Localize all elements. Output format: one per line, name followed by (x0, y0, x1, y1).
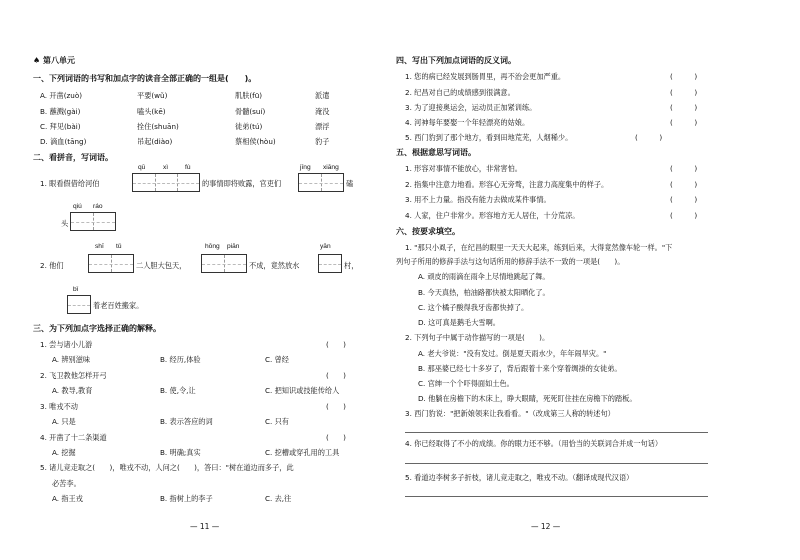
s6-q4-answer-line[interactable] (405, 463, 708, 464)
answer-box-qiurao[interactable] (70, 212, 116, 231)
s6-q1-opt-c: C. 这个橘子酸得我牙齿都快掉了。 (418, 303, 529, 312)
s1-row-a-col1: A. 开凿(zuò) (40, 91, 83, 100)
answer-box-shitu[interactable] (88, 254, 134, 273)
s1-row-a-col2: 平要(wǔ) (137, 91, 168, 100)
answer-box-hongpian[interactable] (201, 254, 247, 273)
s1-row-d-col3: 蔡相侯(hòu) (235, 137, 276, 146)
s1-row-c-col2: 拴住(shuān) (137, 122, 179, 131)
s3-q2-opt-b: B. 使,令,让 (160, 386, 196, 395)
s5-item-3-paren[interactable]: ( ) (670, 195, 698, 204)
section-6-title: 六、按要求填空。 (396, 227, 460, 236)
s6-q3-answer-line[interactable] (405, 432, 708, 433)
s3-q1-opt-b: B. 经历,体验 (160, 355, 201, 364)
answer-box-jingxiang[interactable] (298, 173, 344, 192)
s1-row-c-col4: 漂浮 (315, 122, 330, 131)
s3-q4-opt-a: A. 挖掘 (52, 448, 76, 457)
s4-item-5: 5. 西门豹到了那个地方，看到田地荒芜，人烟稀少。 (405, 133, 573, 142)
s3-q3-opt-a: A. 只是 (52, 417, 76, 426)
s3-q2: 2. 飞卫教他怎样开弓 (40, 371, 107, 380)
pinyin-bi: bǐ (73, 286, 79, 293)
s4-item-1: 1. 您的病已经发展到肠胃里，再不治会更加严重。 (405, 72, 566, 81)
s3-q4-opt-b: B. 明确;真实 (160, 448, 201, 457)
s2-q1-text-pre: 1. 眼看假借给河伯 (40, 179, 100, 188)
pinyin-hong: hōng (205, 243, 220, 250)
s3-q3: 3. 唯戎不动 (40, 402, 78, 411)
s2-q2-text-end: 村， (344, 261, 359, 270)
pinyin-xiang: xiāng (323, 164, 339, 171)
s4-item-3: 3. 为了迎接奥运会，运动员正加紧训练。 (405, 103, 537, 112)
s4-item-1-paren[interactable]: ( ) (670, 72, 698, 81)
spade-icon: ♠ (33, 56, 41, 65)
unit-title: ♠ 第八单元 (33, 56, 75, 65)
pinyin-jing: jīng (300, 164, 311, 171)
s3-q1: 1. 尝与诸小儿游 (40, 340, 93, 349)
s4-item-2-paren[interactable]: ( ) (670, 88, 698, 97)
s1-row-a-col4: 派遣 (315, 91, 330, 100)
pinyin-qu: qū (138, 164, 146, 171)
s4-item-5-paren[interactable]: ( ) (635, 133, 663, 142)
s1-row-b-col2: 嗑头(kē) (137, 107, 166, 116)
s3-q1-opt-c: C. 曾经 (265, 355, 289, 364)
s5-item-1: 1. 形容对事情不能放心，非常害怕。 (405, 164, 522, 173)
s3-q5-opt-a: A. 指王戎 (52, 494, 83, 503)
answer-box-bi[interactable] (67, 295, 91, 314)
s6-q5-answer-line[interactable] (405, 496, 708, 497)
answer-box-quxifu[interactable] (132, 173, 200, 192)
s5-item-4: 4. 人家，住户非常少。形容地方无人居住，十分荒凉。 (405, 211, 580, 220)
s6-q1-opt-b: B. 今天真热，柏油路都快被太阳晒化了。 (418, 288, 550, 297)
section-5-title: 五、根据意思写词语。 (396, 148, 476, 157)
s2-q2-text-mid2: 不成，竟然放水 (249, 261, 300, 270)
s5-item-3: 3. 用不上力量。指没有能力去做成某件事情。 (405, 195, 551, 204)
pinyin-pian: piān (227, 243, 240, 250)
s3-q5-opt-c: C. 去,往 (265, 494, 292, 503)
s6-q2: 2. 下列句子中属于动作描写的一项是( )。 (405, 333, 550, 342)
s3-q5-line1: 5. 诸儿竞走取之( )，唯戎不动，人问之( )，答曰："树在道边而多子，此 (40, 463, 294, 472)
s4-item-3-paren[interactable]: ( ) (670, 103, 698, 112)
s1-row-b-col4: 淹没 (315, 107, 330, 116)
s3-q3-opt-b: B. 表示答应的词 (160, 417, 213, 426)
s6-q2-opt-c: C. 官绅一个个吓得面如土色。 (418, 379, 514, 388)
s6-q5: 5. 看道边李树多子折枝，诸儿竞走取之，唯戎不动。（翻译成现代汉语） (405, 473, 634, 482)
s6-q3: 3. 西门豹说："把新娘领来让我看看。"（改成第三人称的转述句） (405, 409, 615, 418)
s6-q1-line2: 列句子所用的修辞手法与这句话所用的修辞手法不一致的一项是( )。 (396, 257, 625, 266)
s3-q1-paren[interactable]: ( ) (326, 340, 346, 349)
s6-q1-opt-a: A. 顽皮的雨滴在雨伞上尽情地跳起了舞。 (418, 272, 550, 281)
s3-q5-opt-b: B. 指树上的李子 (160, 494, 213, 503)
section-3-title: 三、为下列加点字选择正确的解释。 (33, 324, 161, 333)
pinyin-yan: yān (320, 243, 331, 250)
s2-q2-line2: 着老百姓搬家。 (93, 301, 144, 310)
s4-item-2: 2. 纪昌对自己的成绩感到很满意。 (405, 88, 515, 97)
s3-q3-paren[interactable]: ( ) (326, 402, 346, 411)
s2-q2-text-pre: 2. 他们 (40, 261, 64, 270)
s1-row-b-col1: B. 蘸溅(gài) (40, 107, 81, 116)
s2-q1-text-mid: 的事情即将败露，官吏们 (202, 179, 282, 188)
s3-q1-opt-a: A. 辨别滋味 (52, 355, 91, 364)
s6-q2-opt-d: D. 他躺在房檐下的木床上，睁大眼睛，死死盯住挂在房檐下的踏板。 (418, 394, 637, 403)
s2-q1-text-end: 磕 (346, 179, 354, 188)
s2-q1-line2: 头 (61, 219, 69, 228)
pinyin-shi: shī (95, 243, 104, 250)
s3-q5-line2: 必苦李。 (52, 479, 81, 488)
s6-q1-opt-d: D. 这可真是鹅毛大雪啊。 (418, 318, 500, 327)
s4-item-4: 4. 河神每年要娶一个年轻漂亮的姑娘。 (405, 118, 530, 127)
s6-q2-opt-b: B. 那巫婆已经七十多岁了，背后跟着十来个穿着绸褂的女徒弟。 (418, 364, 622, 373)
s2-q2-text-mid: 二人胆大包天， (136, 261, 187, 270)
s3-q4-paren[interactable]: ( ) (326, 433, 346, 442)
s5-item-2-paren[interactable]: ( ) (670, 180, 698, 189)
s3-q4: 4. 开凿了十二条渠道 (40, 433, 107, 442)
s6-q2-opt-a: A. 老大爷说："没有发过。倒是夏天雨水少，年年闹旱灾。" (418, 349, 607, 358)
pinyin-xi: xì (163, 164, 169, 171)
s1-row-c-col1: C. 拜见(bài) (40, 122, 81, 131)
s6-q1-line1: 1. "那只小虱子，在纪昌的眼里一天天大起来，练到后来，大得竟然像车轮一样。"下 (405, 243, 673, 252)
s5-item-4-paren[interactable]: ( ) (670, 211, 698, 220)
s6-q4: 4. 你已经取得了不小的成绩。你的眼力还不够。（用恰当的关联词合并成一句话） (405, 439, 663, 448)
pinyin-fu: fù (185, 164, 191, 171)
s3-q2-paren[interactable]: ( ) (326, 371, 346, 380)
s1-row-d-col1: D. 滴血(tāng) (40, 137, 87, 146)
s5-item-1-paren[interactable]: ( ) (670, 164, 698, 173)
s3-q2-opt-c: C. 把知识或技能传给人 (265, 386, 340, 395)
page-number-left: — 11 — (190, 522, 220, 531)
page-number-right: — 12 — (531, 522, 561, 531)
s1-row-c-col3: 徒弟(tú) (235, 122, 263, 131)
section-4-title: 四、写出下列加点词语的反义词。 (396, 56, 516, 65)
answer-box-yan[interactable] (318, 254, 342, 273)
s1-row-d-col4: 豹子 (315, 137, 330, 146)
s3-q3-opt-c: C. 只有 (265, 417, 289, 426)
s3-q4-opt-c: C. 挖槽或穿孔用的工具 (265, 448, 340, 457)
s3-q2-opt-a: A. 教导,教育 (52, 386, 93, 395)
s1-row-b-col3: 骨髓(suí) (235, 107, 266, 116)
s5-item-2: 2. 指集中注意力地看。形容心无旁骛，注意力高度集中的样子。 (405, 180, 609, 189)
s1-row-d-col2: 吊起(diào) (137, 137, 173, 146)
pinyin-qiu: qiú (73, 203, 82, 210)
pinyin-tu: tǔ (116, 243, 122, 250)
s4-item-4-paren[interactable]: ( ) (670, 118, 698, 127)
pinyin-rao: ráo (93, 203, 103, 210)
section-2-title: 二、看拼音，写词语。 (33, 153, 113, 162)
section-1-title: 一、下列词语的书写和加点字的读音全部正确的一组是( )。 (33, 74, 257, 83)
s1-row-a-col3: 肌肤(fū) (235, 91, 263, 100)
